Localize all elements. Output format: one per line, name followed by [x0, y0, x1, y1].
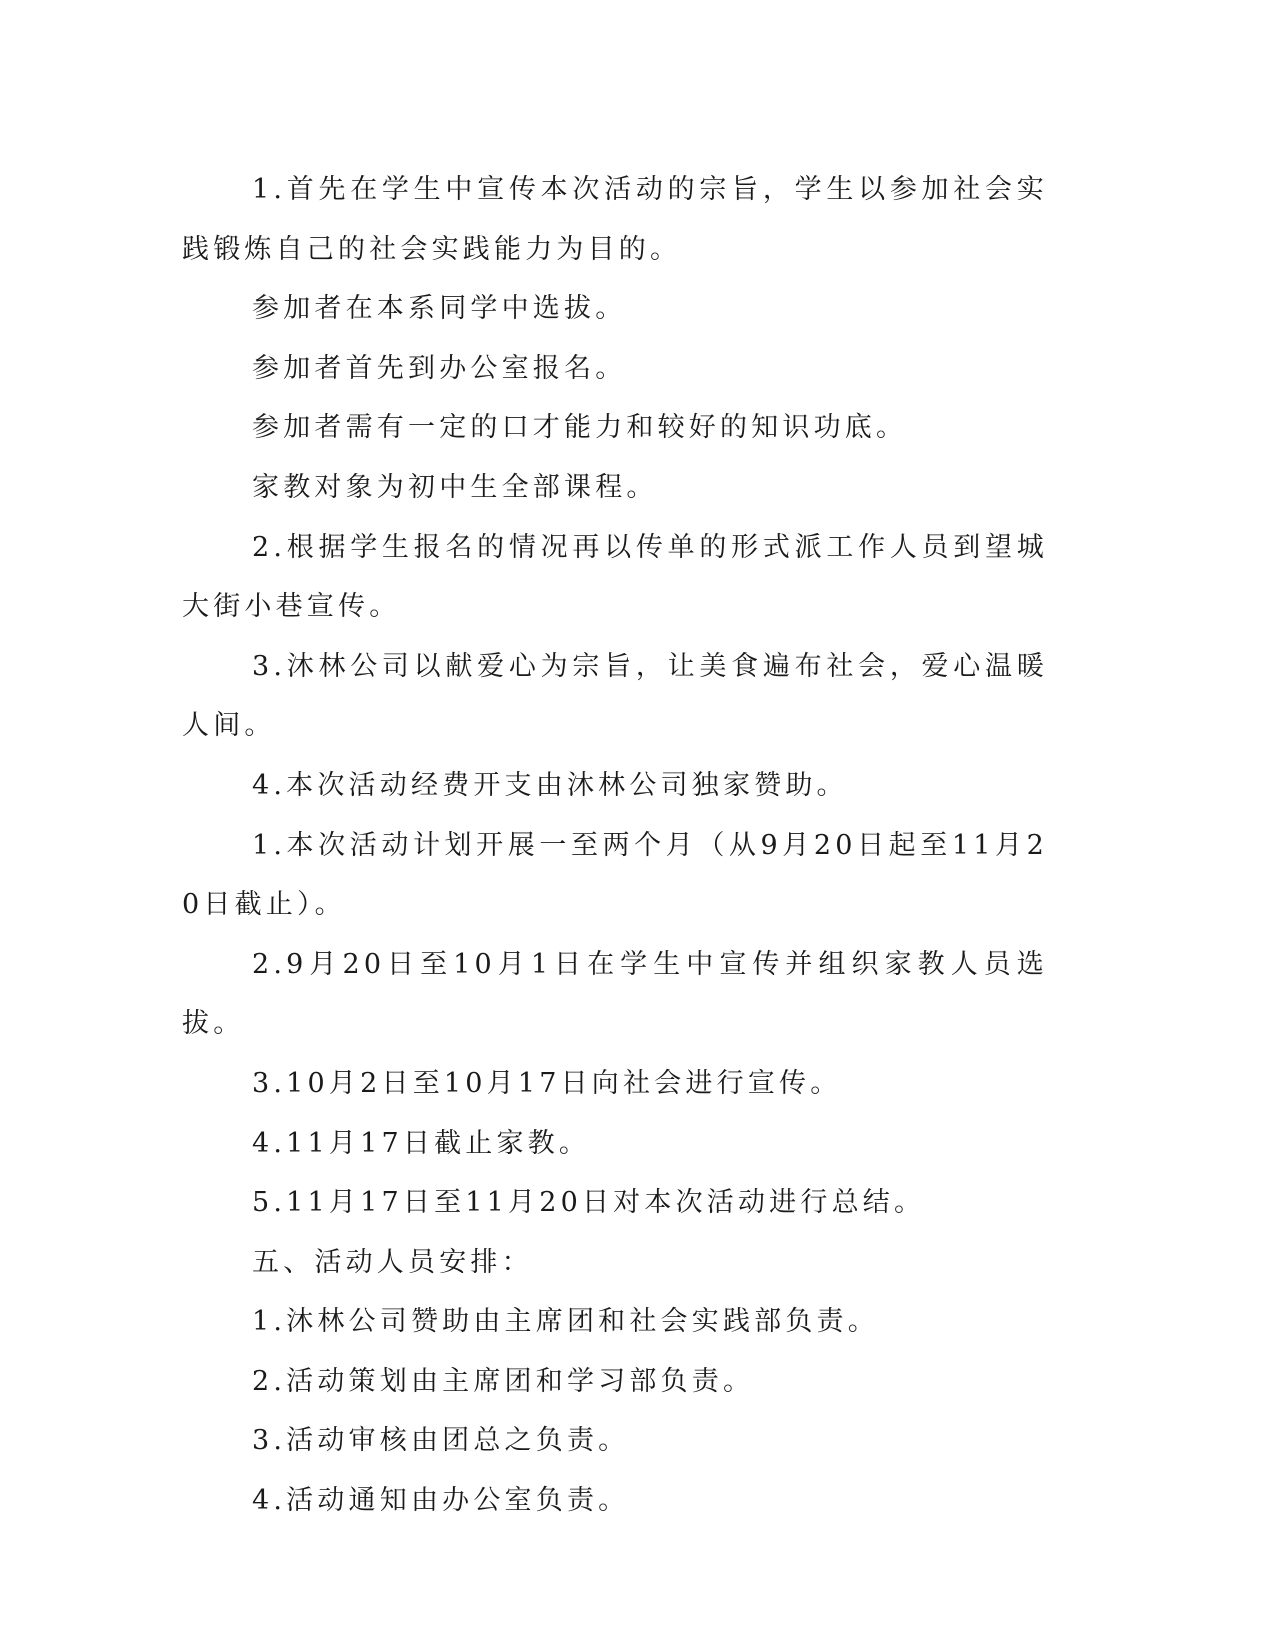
document-body: [182, 160, 1048, 1531]
paragraph-7: 3.沐林公司以献爱心为宗旨，让美食遍布社会，爱心温暖人间。: [182, 650, 1048, 742]
paragraph-11: 3.10月2日至10月17日向社会进行宣传。: [252, 1067, 842, 1099]
paragraph-17: 3.活动审核由团总之负责。: [252, 1425, 630, 1457]
paragraph-3: 参加者首先到办公室报名。: [252, 352, 627, 384]
paragraph-5: 家教对象为初中生全部课程。: [252, 471, 658, 503]
paragraph-10: 2.9月20日至10月1日在学生中宣传并组织家教人员选拔。: [182, 948, 1048, 1040]
paragraph-15: 1.沐林公司赞助由主席团和社会实践部负责。: [252, 1306, 879, 1338]
section-heading-5: 五、活动人员安排：: [252, 1246, 533, 1278]
paragraph-12: 4.11月17日截止家教。: [252, 1127, 591, 1159]
paragraph-18: 4.活动通知由办公室负责。: [252, 1485, 630, 1517]
paragraph-2: 参加者在本系同学中选拔。: [252, 293, 627, 325]
paragraph-6: 2.根据学生报名的情况再以传单的形式派工作人员到望城大街小巷宣传。: [182, 531, 1048, 623]
paragraph-9: 1.本次活动计划开展一至两个月（从9月20日起至11月20日截止）。: [182, 829, 1048, 921]
paragraph-4: 参加者需有一定的口才能力和较好的知识功底。: [252, 412, 908, 444]
paragraph-13: 5.11月17日至11月20日对本次活动进行总结。: [252, 1187, 926, 1219]
paragraph-1: 1.首先在学生中宣传本次活动的宗旨，学生以参加社会实践锻炼自己的社会实践能力为目的。: [182, 174, 1048, 265]
paragraph-8: 4.本次活动经费开支由沐林公司独家赞助。: [252, 769, 848, 801]
paragraph-16: 2.活动策划由主席团和学习部负责。: [252, 1365, 755, 1397]
